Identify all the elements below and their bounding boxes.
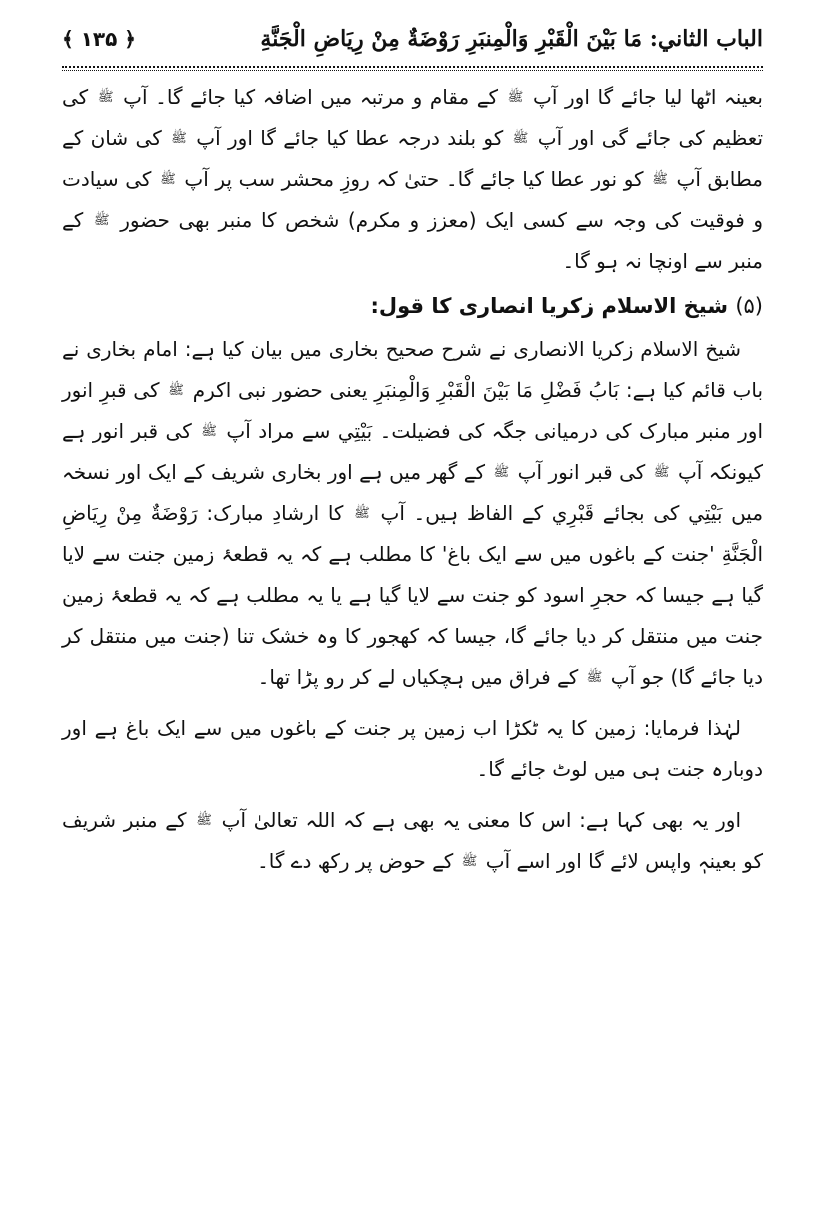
honorific-icon: ﷺ	[168, 383, 184, 398]
text-run: یعنی حضور نبی اکرم	[192, 378, 368, 402]
text-run: کے منبر شریف کو بعینہٖ واپس لائے گا اور اسے آپ	[62, 808, 763, 873]
honorific-icon: ﷺ	[586, 670, 603, 685]
honorific-icon: ﷺ	[512, 131, 529, 146]
paragraph-4	[62, 800, 763, 882]
text-run: کے الفاظ ہیں۔ آپ	[380, 501, 544, 525]
text-run: 'جنت کے باغوں میں سے ایک باغ' کا مطلب ہے کہ یہ قطعۂ زمین جنت سے لایا گیا ہے جیسا کہ حجرِ اسود کو جنت سے لایا گیا ہے یا یہ مطلب ہے کہ یہ قطعۂ زمین جنت میں منتقل کر دیا جائے گا، جیسا کہ کھجور کا وہ خشک تنا (جنت میں منتقل کر دیا جائے گا) جو آپ	[62, 542, 763, 689]
text-run: کو بلند درجہ عطا کیا جائے گا اور آپ	[196, 126, 504, 150]
page-number: ﴿ ۱۳۵ ﴾	[62, 27, 136, 51]
text-run: کا ارشادِ مبارک:	[206, 501, 344, 525]
arabic-quote: بَيْتِي	[688, 501, 723, 525]
honorific-icon: ﷺ	[354, 506, 370, 521]
text-run: کی قبر انور آپ	[517, 460, 646, 484]
section-title: شیخ الاسلام زکریا انصاری کا قول:	[370, 294, 728, 318]
honorific-icon: ﷺ	[507, 90, 524, 105]
body-text	[62, 77, 763, 882]
paragraph-3: لہٰذا فرمایا: زمین کا یہ ٹکڑا اب زمین پر جنت کے باغوں میں سے ایک باغ ہے اور دوبارہ جنت ہی میں لوٹ جائے گا۔	[62, 716, 763, 781]
header-divider	[62, 66, 763, 71]
paragraph-1	[62, 77, 763, 282]
text-run: کی قبرِ انور اور منبر مبارک کی درمیانی جگہ کی فضیلت۔	[62, 378, 764, 443]
page-header	[62, 14, 763, 64]
section-number: (۵)	[735, 294, 763, 318]
text-run: کی قبر انور ہے کیونکہ آپ	[62, 419, 764, 484]
honorific-icon: ﷺ	[653, 465, 670, 480]
text-run: اور یہ بھی کہا ہے: اس کا معنی یہ بھی ہے کہ اللہ تعالیٰ آپ	[221, 808, 742, 832]
honorific-icon: ﷺ	[171, 131, 187, 146]
honorific-icon: ﷺ	[461, 854, 478, 869]
text-run: کی تعظیم کی جائے گی اور آپ	[62, 85, 764, 150]
text-run: سے مراد آپ	[226, 419, 331, 443]
text-run: کے منبر سے اونچا نہ ہو گا۔	[62, 208, 763, 273]
honorific-icon: ﷺ	[160, 172, 176, 187]
text-run: کے فراق میں ہچکیاں لے کر رو پڑا تھا۔	[257, 665, 579, 689]
section-heading	[62, 286, 763, 327]
text-run: کے حوض پر رکھ دے گا۔	[257, 849, 454, 873]
text-run: کے گھر میں ہے اور بخاری شریف کے ایک اور نسخہ میں	[62, 460, 764, 525]
text-run: کو نور عطا کیا جائے گا۔ حتیٰ کہ روزِ محشر سب پر آپ	[184, 167, 644, 191]
text-run: کے مقام و مرتبہ میں اضافہ کیا جائے گا۔ آپ	[123, 85, 499, 109]
honorific-icon: ﷺ	[652, 172, 668, 187]
arabic-quote: بَيْتِي	[337, 419, 373, 443]
text-run: کی شان کے مطابق آپ	[62, 126, 764, 191]
text-run: کی بجائے	[602, 501, 680, 525]
honorific-icon: ﷺ	[93, 213, 110, 228]
text-run: شیخ الاسلام زکریا الانصاری نے شرح صحیح بخاری میں بیان کیا ہے: امام بخاری نے باب قائم کیا ہے:	[62, 337, 764, 402]
arabic-quote: بَابُ فَضْلِ مَا بَيْنَ الْقَبْرِ وَالْمِنبَرِ	[374, 378, 620, 402]
honorific-icon: ﷺ	[493, 465, 510, 480]
paragraph-2	[62, 329, 763, 698]
honorific-icon: ﷺ	[97, 90, 114, 105]
honorific-icon: ﷺ	[201, 424, 217, 439]
arabic-quote: رَوْضَةٌ مِنْ رِيَاضِ الْجَنَّةِ	[62, 501, 764, 566]
honorific-icon: ﷺ	[196, 813, 212, 828]
text-run: بعینہ اٹھا لیا جائے گا اور آپ	[533, 85, 764, 109]
running-title: الباب الثاني: مَا بَيْنَ الْقَبْرِ وَالْمِنبَرِ رَوْضَةٌ مِنْ رِيَاضِ الْجَنَّةِ	[260, 26, 763, 52]
arabic-quote: قَبْرِي	[551, 501, 595, 525]
text-run: کی سیادت و فوقیت کی وجہ سے کسی ایک (معزز و مکرم) شخص کا منبر بھی حضور	[62, 167, 764, 232]
